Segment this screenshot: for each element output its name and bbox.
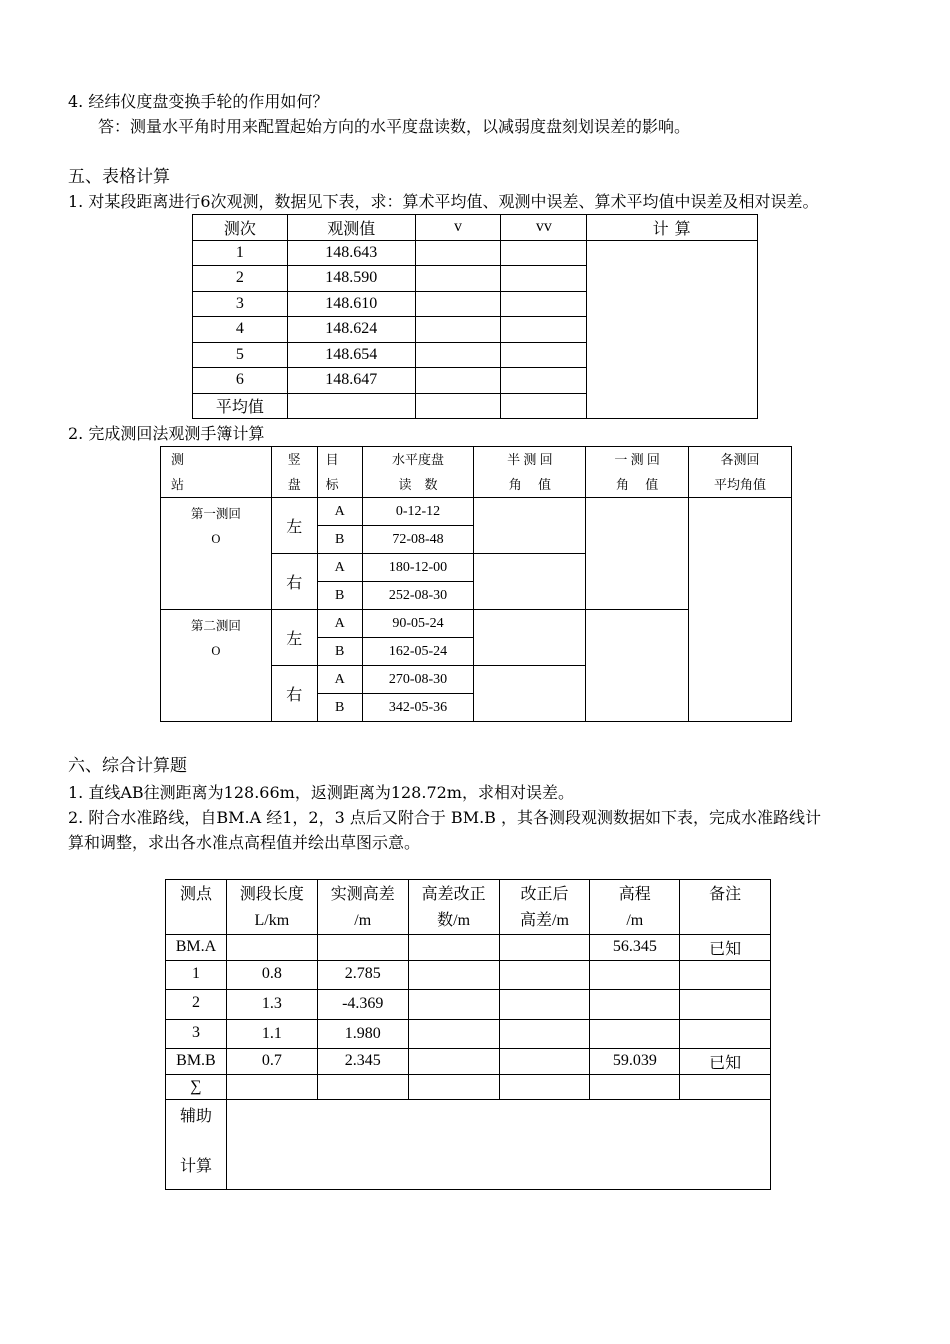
header-cell — [499, 880, 590, 935]
target-cell: B — [317, 526, 362, 554]
face-left: 左 — [271, 610, 317, 666]
header-text: 各测回 平均角值 — [714, 452, 767, 492]
station-name: O — [211, 532, 221, 546]
table-cell: 1 — [193, 240, 288, 266]
table-cell: 6 — [193, 368, 288, 394]
header-station — [161, 447, 272, 498]
blank-cell — [499, 1049, 590, 1075]
elevation-cell: 59.039 — [590, 1049, 680, 1075]
length-cell: 1.1 — [226, 1019, 317, 1049]
blank-cell — [317, 935, 408, 961]
leveling-route-table — [165, 879, 771, 1190]
header-cell: v — [415, 215, 501, 241]
header-text: 测 站 — [171, 452, 185, 492]
station-set-1 — [161, 498, 272, 610]
set-label: 第一测回 — [190, 507, 241, 521]
table-cell: 148.643 — [287, 240, 415, 266]
remark-cell: 已知 — [680, 1049, 771, 1075]
reading-cell: 0-12-12 — [362, 498, 474, 526]
table-cell: 2 — [193, 266, 288, 292]
blank-cell — [501, 266, 587, 292]
header-cell: 观测值 — [287, 215, 415, 241]
target-cell: B — [317, 694, 362, 722]
header-text: 测点 — [179, 886, 212, 903]
station-set-2 — [161, 610, 272, 722]
distance-observation-table — [192, 214, 758, 419]
reading-cell: 180-12-00 — [362, 554, 474, 582]
blank-cell — [415, 317, 501, 343]
header-text: 目 标 — [325, 452, 339, 492]
header-text: 半 测 回 角 值 — [507, 452, 553, 492]
header-cell — [408, 880, 499, 935]
header-text: 备注 — [709, 886, 742, 903]
header-target — [317, 447, 362, 498]
blank-cell — [689, 498, 792, 722]
section-5-problem-1: 1. 对某段距离进行6次观测，数据见下表，求：算术平均值、观测中误差、算术平均值中误差及相对误差。 — [68, 192, 819, 211]
mean-label: 平均值 — [193, 393, 288, 419]
blank-cell — [408, 1019, 499, 1049]
diff-cell: -4.369 — [317, 990, 408, 1020]
header-one-set — [586, 447, 689, 498]
target-cell: A — [317, 610, 362, 638]
target-cell: A — [317, 666, 362, 694]
blank-cell — [474, 498, 586, 554]
blank-cell — [590, 1074, 680, 1100]
blank-cell — [680, 990, 771, 1020]
blank-cell — [226, 935, 317, 961]
section-6-problem-1: 1. 直线AB往测距离为128.66m，返测距离为128.72m，求相对误差。 — [68, 783, 574, 802]
angle-observation-table — [160, 446, 792, 722]
reading-cell: 90-05-24 — [362, 610, 474, 638]
diff-cell: 2.345 — [317, 1049, 408, 1075]
blank-cell — [499, 935, 590, 961]
blank-cell — [415, 368, 501, 394]
blank-cell — [474, 666, 586, 722]
table-cell: 148.624 — [287, 317, 415, 343]
section-6-title: 六、综合计算题 — [68, 756, 187, 776]
blank-cell — [499, 1019, 590, 1049]
header-cell — [226, 880, 317, 935]
header-cell: 测次 — [193, 215, 288, 241]
header-reading — [362, 447, 474, 498]
blank-cell — [408, 935, 499, 961]
header-cell: vv — [501, 215, 587, 241]
reading-cell: 252-08-30 — [362, 582, 474, 610]
blank-cell — [590, 990, 680, 1020]
header-text: 高差改正 数/m — [421, 886, 486, 929]
station-name: O — [211, 644, 221, 658]
length-cell: 0.7 — [226, 1049, 317, 1075]
blank-cell — [408, 1049, 499, 1075]
blank-cell — [501, 291, 587, 317]
header-cell: 计 算 — [587, 215, 758, 241]
table-cell: 148.654 — [287, 342, 415, 368]
blank-cell — [501, 317, 587, 343]
table-cell: 3 — [193, 291, 288, 317]
blank-cell — [586, 610, 689, 722]
diff-cell: 1.980 — [317, 1019, 408, 1049]
blank-cell — [415, 240, 501, 266]
point-cell: BM.A — [166, 935, 227, 961]
section-6-problem-2-line-2: 算和调整，求出各水准点高程值并绘出草图示意。 — [68, 833, 421, 852]
section-5-title: 五、表格计算 — [68, 167, 170, 187]
blank-cell — [408, 960, 499, 990]
reading-cell: 270-08-30 — [362, 666, 474, 694]
blank-cell — [680, 960, 771, 990]
face-right: 右 — [271, 554, 317, 610]
blank-cell — [474, 610, 586, 666]
blank-cell — [226, 1074, 317, 1100]
blank-cell — [501, 393, 587, 419]
question-4: 4. 经纬仪度盘变换手轮的作用如何？ — [68, 92, 329, 111]
header-half-set — [474, 447, 586, 498]
blank-cell — [499, 990, 590, 1020]
table-cell: 148.610 — [287, 291, 415, 317]
target-cell: B — [317, 582, 362, 610]
target-cell: A — [317, 498, 362, 526]
blank-cell — [501, 342, 587, 368]
blank-cell — [680, 1074, 771, 1100]
point-cell: BM.B — [166, 1049, 227, 1075]
calculation-area — [587, 240, 758, 419]
header-text: 改正后 高差/m — [520, 886, 569, 929]
aux-label — [166, 1100, 227, 1190]
face-right: 右 — [271, 666, 317, 722]
table-cell: 5 — [193, 342, 288, 368]
point-cell: 1 — [166, 960, 227, 990]
blank-cell — [590, 1019, 680, 1049]
blank-cell — [408, 990, 499, 1020]
header-cell — [680, 880, 771, 935]
section-5-problem-2: 2. 完成测回法观测手簿计算 — [68, 424, 265, 443]
set-label: 第二测回 — [190, 619, 241, 633]
table-cell: 148.647 — [287, 368, 415, 394]
blank-cell — [317, 1074, 408, 1100]
header-text: 水平度盘 读 数 — [392, 452, 445, 492]
blank-cell — [501, 368, 587, 394]
blank-cell — [499, 960, 590, 990]
header-average — [689, 447, 792, 498]
aux-calculation-area — [226, 1100, 770, 1190]
header-text: 高程 /m — [618, 886, 651, 929]
header-face — [271, 447, 317, 498]
elevation-cell: 56.345 — [590, 935, 680, 961]
target-cell: A — [317, 554, 362, 582]
length-cell: 1.3 — [226, 990, 317, 1020]
section-6-problem-2-line-1: 2. 附合水准路线，自BM.A 经1，2，3 点后又附合于 BM.B ，其各测段观测数据如下表，完成水准路线计 — [68, 808, 822, 827]
blank-cell — [499, 1074, 590, 1100]
table-cell: 148.590 — [287, 266, 415, 292]
diff-cell: 2.785 — [317, 960, 408, 990]
table-cell: 4 — [193, 317, 288, 343]
answer-4: 答：测量水平角时用来配置起始方向的水平度盘读数，以减弱度盘刻划误差的影响。 — [98, 117, 691, 136]
header-text: 竖 盘 — [287, 452, 301, 492]
blank-cell — [415, 266, 501, 292]
blank-cell — [415, 291, 501, 317]
blank-cell — [415, 342, 501, 368]
header-text: 实测高差 /m — [330, 886, 395, 929]
blank-cell — [501, 240, 587, 266]
point-cell: 2 — [166, 990, 227, 1020]
blank-cell — [287, 393, 415, 419]
reading-cell: 162-05-24 — [362, 638, 474, 666]
remark-cell: 已知 — [680, 935, 771, 961]
length-cell: 0.8 — [226, 960, 317, 990]
blank-cell — [680, 1019, 771, 1049]
header-cell — [166, 880, 227, 935]
reading-cell: 72-08-48 — [362, 526, 474, 554]
aux-text: 辅助 计算 — [179, 1108, 212, 1175]
point-cell: 3 — [166, 1019, 227, 1049]
target-cell: B — [317, 638, 362, 666]
header-text: 测段长度 L/km — [239, 886, 304, 929]
header-cell — [590, 880, 680, 935]
face-left: 左 — [271, 498, 317, 554]
blank-cell — [586, 498, 689, 610]
reading-cell: 342-05-36 — [362, 694, 474, 722]
blank-cell — [415, 393, 501, 419]
header-cell — [317, 880, 408, 935]
blank-cell — [590, 960, 680, 990]
blank-cell — [408, 1074, 499, 1100]
header-text: 一 测 回 角 值 — [614, 452, 660, 492]
blank-cell — [474, 554, 586, 610]
sum-label: ∑ — [166, 1074, 227, 1100]
